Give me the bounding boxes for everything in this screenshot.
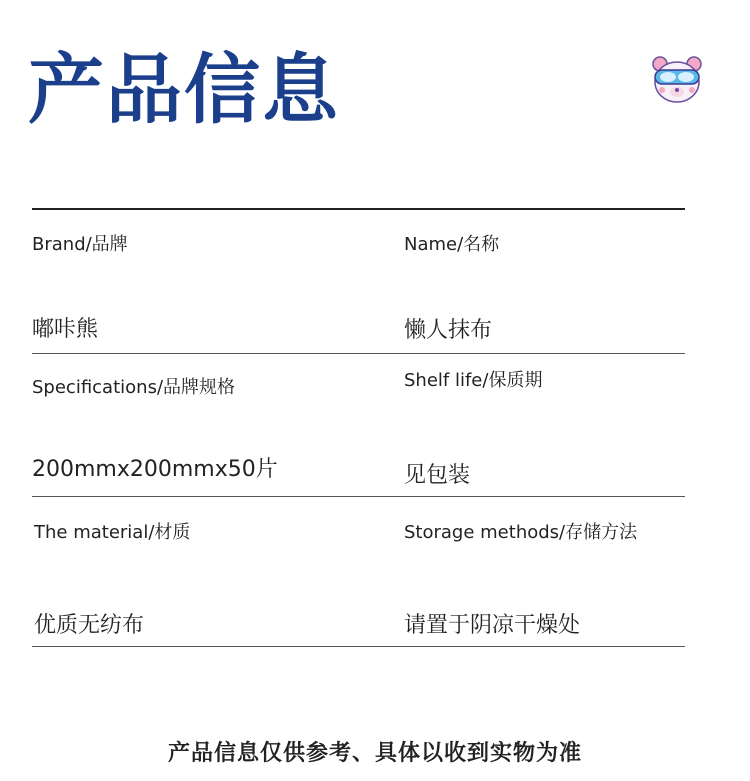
bear-goggles-icon bbox=[648, 54, 706, 106]
shelf-life-value: 见包装 bbox=[404, 463, 471, 488]
name-value: 懒人抹布 bbox=[404, 318, 493, 343]
material-value: 优质无纺布 bbox=[34, 613, 145, 638]
page-title: 产品信息 bbox=[28, 45, 340, 134]
row-divider bbox=[32, 646, 685, 647]
name-label: Name/名称 bbox=[404, 234, 500, 255]
disclaimer-note: 产品信息仅供参考、具体以收到实物为准 bbox=[167, 741, 582, 766]
table-top-rule bbox=[32, 208, 685, 210]
storage-value: 请置于阴凉干燥处 bbox=[404, 613, 581, 638]
shelf-life-label: Shelf life/保质期 bbox=[404, 370, 543, 391]
brand-value: 嘟咔熊 bbox=[32, 317, 99, 342]
row-divider bbox=[32, 496, 685, 497]
material-label: The material/材质 bbox=[34, 522, 191, 543]
brand-label: Brand/品牌 bbox=[32, 234, 128, 255]
specifications-value: 200mmx200mmx50片 bbox=[32, 457, 278, 482]
row-divider bbox=[32, 353, 685, 354]
specifications-label: Specifications/品牌规格 bbox=[32, 377, 236, 398]
storage-label: Storage methods/存储方法 bbox=[404, 522, 638, 543]
